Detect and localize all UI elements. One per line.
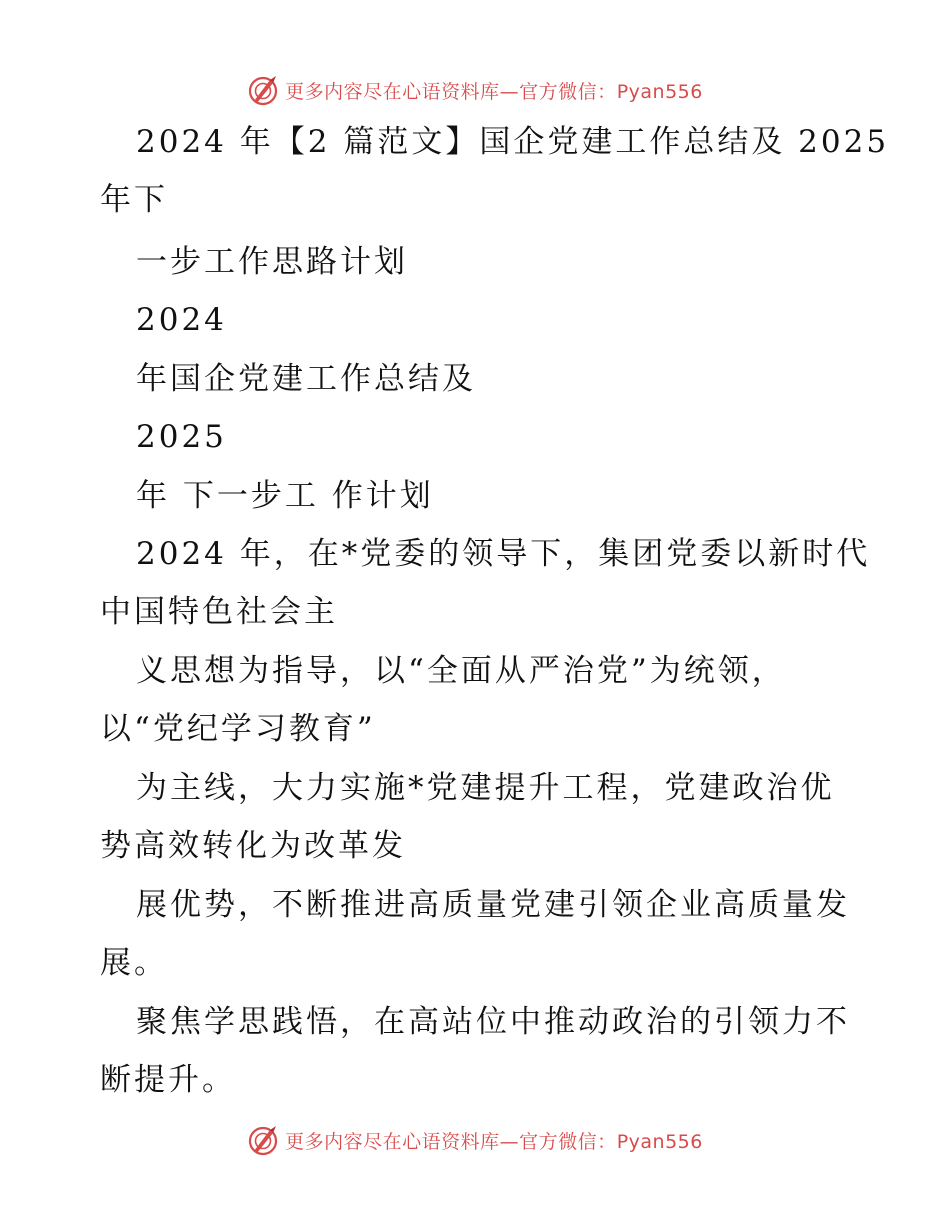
doc-line-1: 2024 年【2 篇范文】国企党建工作总结及 2025 (136, 124, 890, 160)
doc-line-5: 年国企党建工作总结及 (136, 361, 476, 397)
footer-banner-text (285, 1127, 703, 1154)
doc-line-2: 年下 (100, 182, 168, 218)
doc-line-9: 中国特色社会主 (100, 594, 338, 630)
doc-line-10: 义思想为指导，以“全面从严治党”为统领， (136, 653, 786, 689)
doc-line-16: 聚焦学思践悟，在高站位中推动政治的引领力不 (136, 1004, 850, 1040)
header-banner (0, 70, 950, 110)
doc-line-17: 断提升。 (100, 1062, 236, 1098)
doc-line-3: 一步工作思路计划 (136, 244, 408, 280)
header-wechat-id: Pyan556 (616, 80, 703, 103)
header-banner-main: 更多内容尽在心语资料库 (285, 80, 500, 103)
doc-line-14: 展优势，不断推进高质量党建引领企业高质量发 (136, 887, 850, 923)
header-banner-text (285, 77, 703, 104)
quill-logo-icon (247, 1124, 279, 1156)
footer-banner-sep: —官方微信： (499, 1130, 617, 1153)
doc-line-6: 2025 (136, 419, 227, 455)
footer-wechat-id: Pyan556 (616, 1130, 703, 1153)
footer-banner (0, 1120, 950, 1160)
doc-line-4: 2024 (136, 302, 227, 338)
doc-line-8: 2024 年，在*党委的领导下，集团党委以新时代 (136, 536, 871, 572)
footer-banner-main: 更多内容尽在心语资料库 (285, 1130, 500, 1153)
doc-line-12: 为主线，大力实施*党建提升工程，党建政治优 (136, 770, 835, 806)
doc-line-15: 展。 (100, 945, 168, 981)
doc-line-11: 以“党纪学习教育” (100, 711, 376, 747)
quill-logo-icon (247, 74, 279, 106)
doc-line-7: 年 下一步工 作计划 (136, 478, 434, 514)
header-banner-sep: —官方微信： (499, 80, 617, 103)
doc-line-13: 势高效转化为改革发 (100, 828, 406, 864)
